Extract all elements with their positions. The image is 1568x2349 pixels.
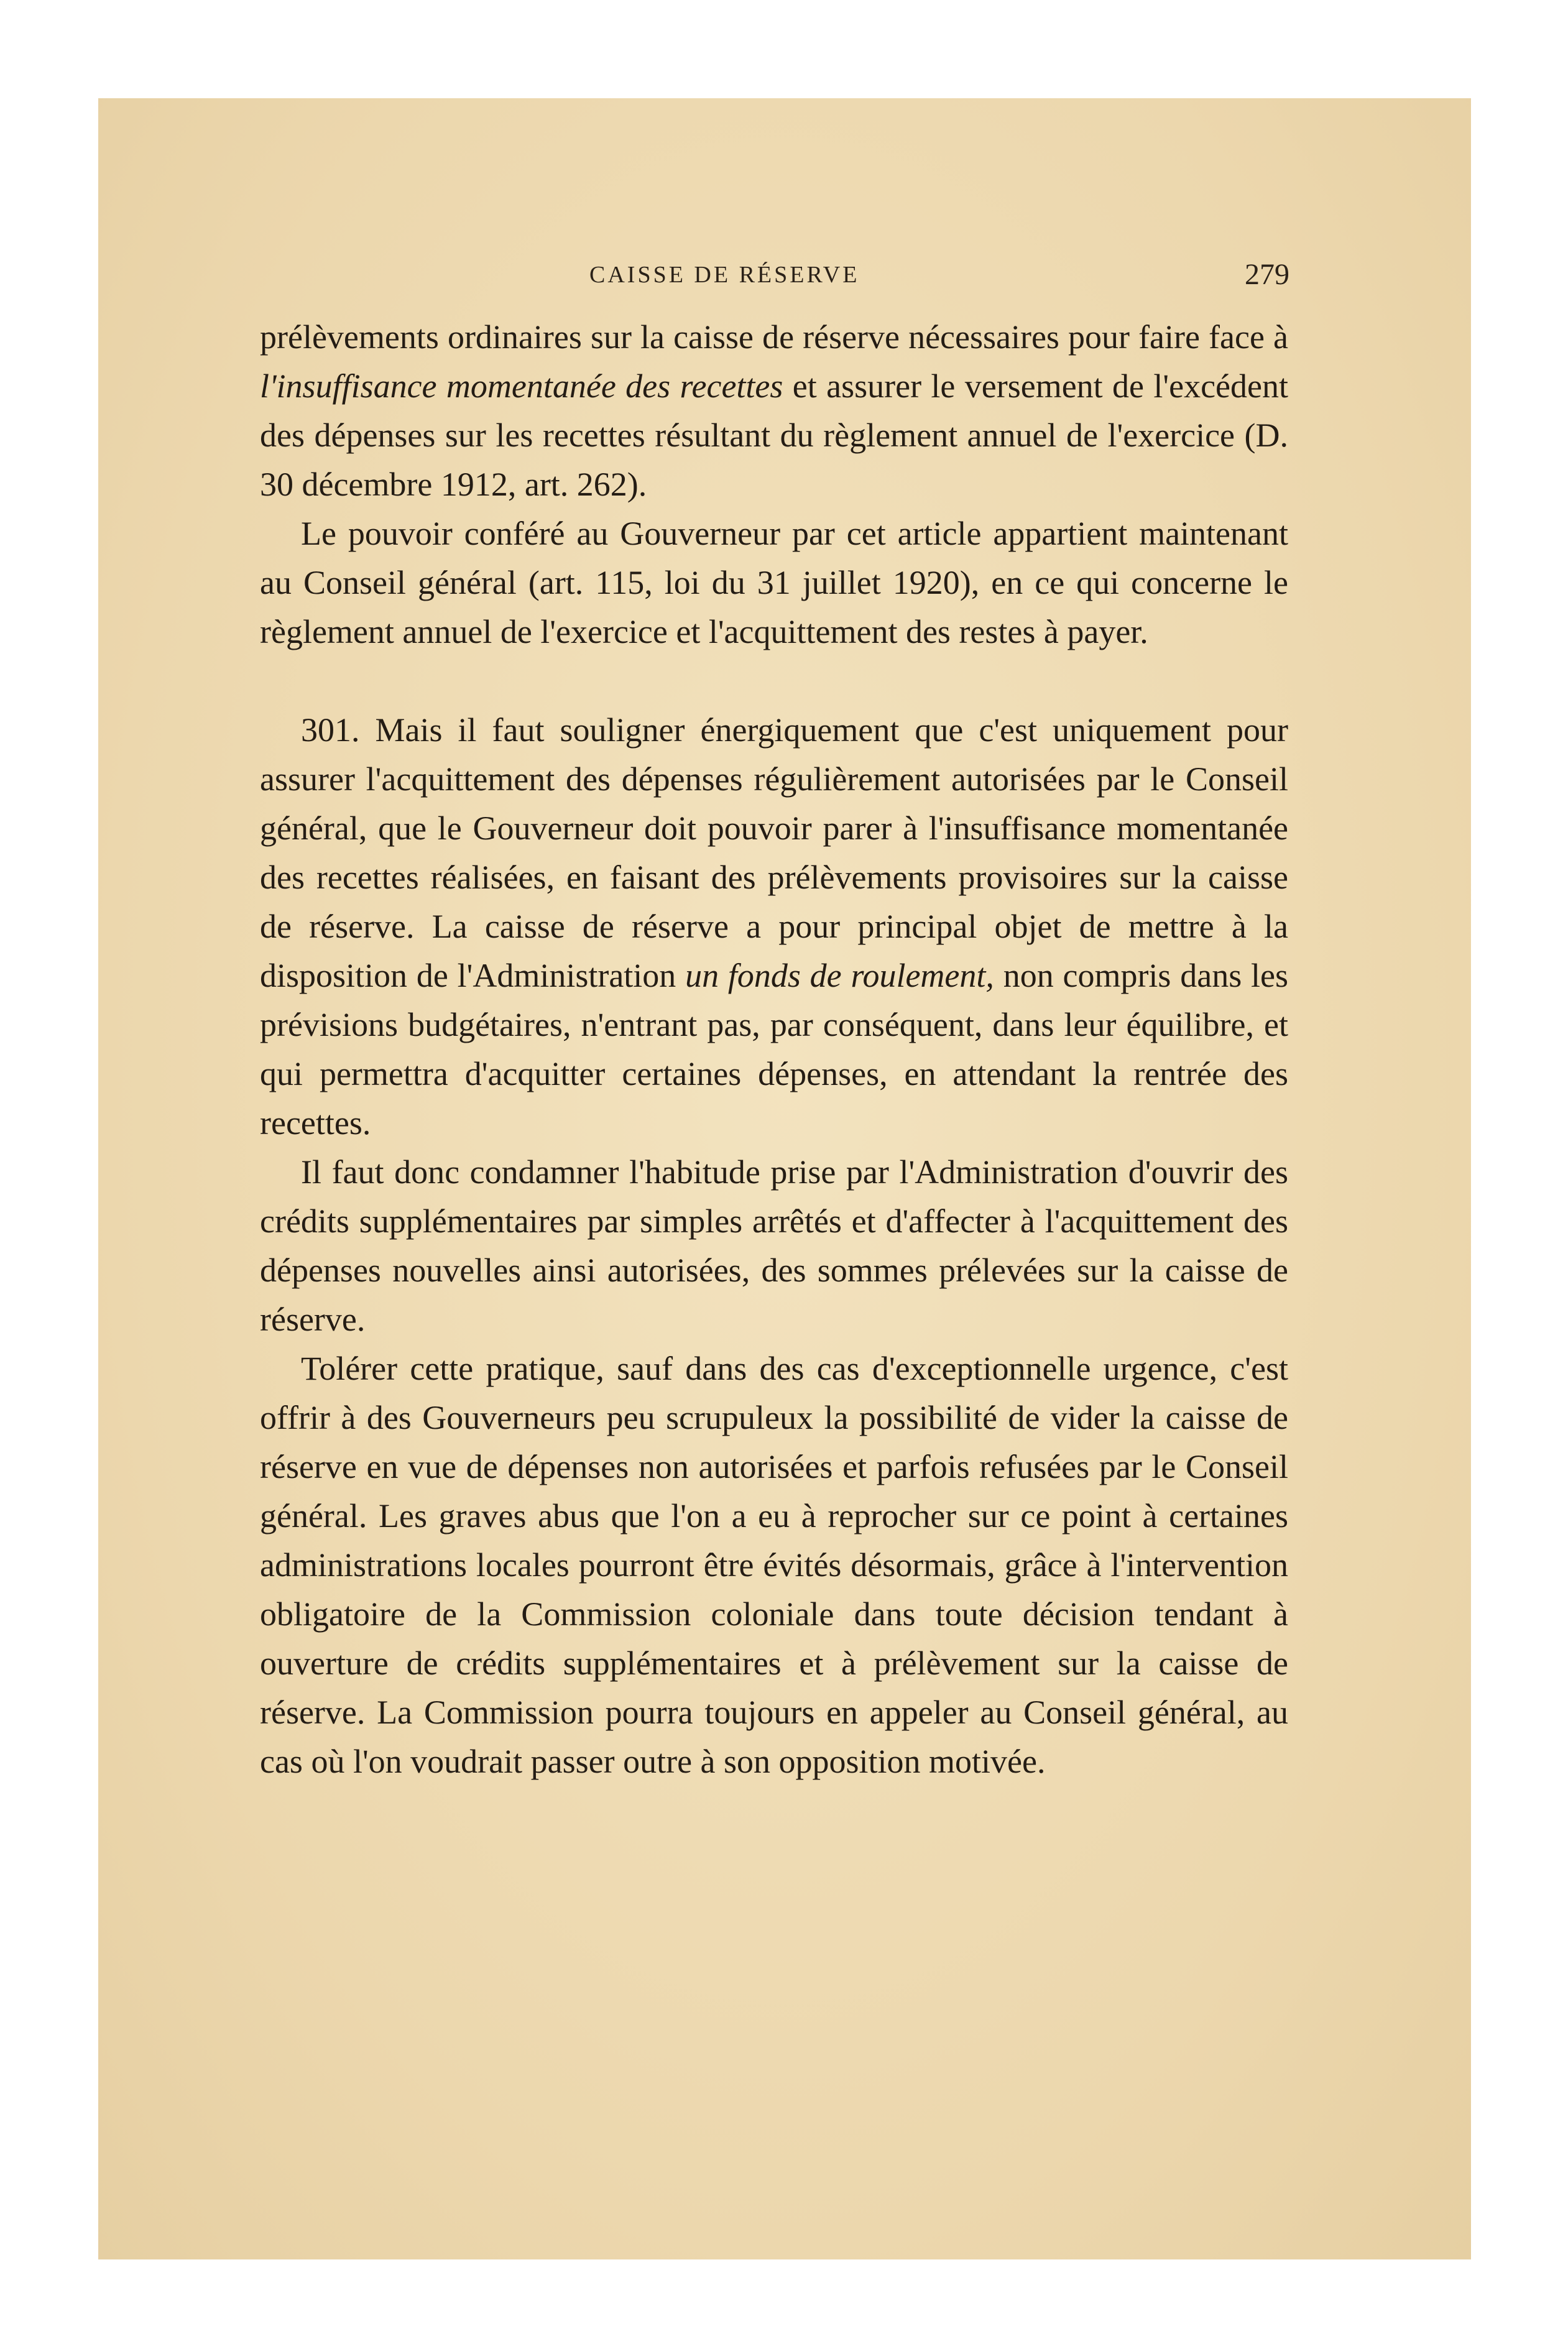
page-header xyxy=(98,258,1471,298)
page-number: 279 xyxy=(1245,258,1289,291)
italic-phrase: un fonds de roulement, xyxy=(685,957,994,994)
paragraph-301: 301. Mais il faut souligner énergiquement que c'est uniquement pour assurer l'acquittement des dépenses régulièrement autorisées par le Conseil général, que le Gouverneur doit pouvoir parer à l'insuffisance momentanée des recettes réalisées, en faisant des prélèvements provisoires sur la caisse de réserve. La caisse de réserve a pour principal objet de mettre à la disposition de l'Administration un fonds de roulement, non compris dans les prévisions budgétaires, n'entrant pas, par conséquent, dans leur équilibre, et qui permettra d'acquitter certaines dépenses, en attendant la rentrée des recettes. xyxy=(260,711,1288,1142)
italic-phrase: l'insuffisance momentanée des recettes xyxy=(260,367,783,405)
body-text xyxy=(260,313,1288,1786)
paragraph-continuation: prélèvements ordinaires sur la caisse de réserve nécessaires pour faire face à l'insuffisance momentanée des recettes et assurer le versement de l'excédent des dépenses sur les recettes résultant du règlement annuel de l'exercice (D. 30 décembre 1912, art. 262). xyxy=(260,318,1288,503)
paragraph: Tolérer cette pratique, sauf dans des cas d'exceptionnelle urgence, c'est offrir à des Gouverneurs peu scrupuleux la possibilité de vider la caisse de réserve en vue de dépenses non autorisées et parfois refusées par le Conseil général. Les graves abus que l'on a eu à reprocher sur ce point à certaines administrations locales pourront être évités désormais, grâce à l'intervention obligatoire de la Commission coloniale dans toute décision tendant à ouverture de crédits supplémentaires et à prélèvement sur la caisse de réserve. La Commission pourra toujours en appeler au Conseil général, au cas où l'on voudrait passer outre à son opposition motivée. xyxy=(260,1350,1288,1780)
paragraph: Il faut donc condamner l'habitude prise par l'Administration d'ouvrir des crédits supplémentaires par simples arrêtés et d'affecter à l'acquittement des dépenses nouvelles ainsi autorisées, des sommes prélevées sur la caisse de réserve. xyxy=(260,1153,1288,1338)
running-title: CAISSE DE RÉSERVE xyxy=(589,262,860,288)
paragraph: Le pouvoir conféré au Gouverneur par cet article appartient maintenant au Conseil général (art. 115, loi du 31 juillet 1920), en ce qui concerne le règlement annuel de l'exercice et l'acquittement des restes à payer. xyxy=(260,515,1288,650)
book-page xyxy=(98,98,1471,2259)
